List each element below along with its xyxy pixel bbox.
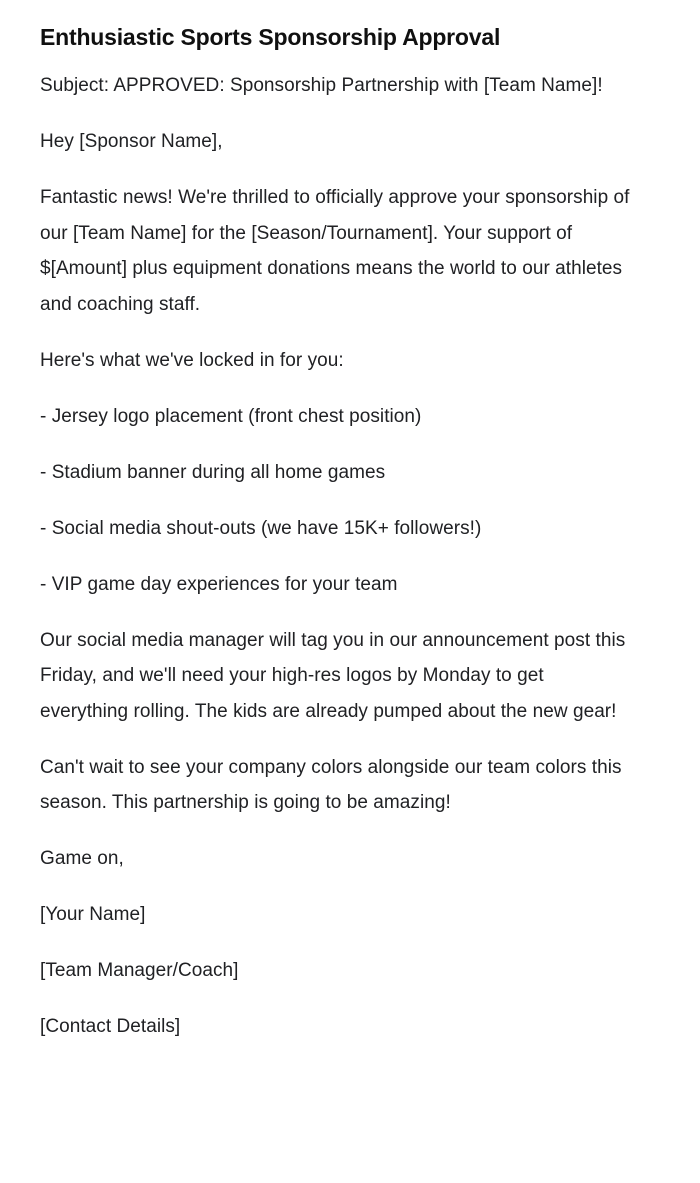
email-paragraph-intro: Fantastic news! We're thrilled to officially approve your sponsorship of our [Team Name] for the [Season/Tournament]. Your support of $[Amount] plus equipment donations means the world to our athletes and coaching staff. [40,187,630,315]
email-sign-off: Game on, [40,848,124,869]
email-body [40,68,660,1045]
signature-role: [Team Manager/Coach] [40,960,239,981]
email-salutation: Hey [Sponsor Name], [40,131,223,152]
benefit-item-social-media: - Social media shout-outs (we have 15K+ followers!) [40,517,482,539]
benefit-item-jersey-logo: - Jersey logo placement (front chest position) [40,405,422,427]
email-subject-line: Subject: APPROVED: Sponsorship Partnership with [Team Name]! [40,75,603,96]
page-title: Enthusiastic Sports Sponsorship Approval [40,24,501,50]
email-benefits-lead-in: Here's what we've locked in for you: [40,349,344,371]
benefit-item-stadium-banner: - Stadium banner during all home games [40,461,386,483]
email-paragraph-closing: Can't wait to see your company colors alongside our team colors this season. This partnership is going to be amazing! [40,756,622,813]
signature-contact: [Contact Details] [40,1016,181,1037]
signature-name: [Your Name] [40,904,146,925]
email-paragraph-next-steps: Our social media manager will tag you in our announcement post this Friday, and we'll need your high-res logos by Monday to get everything rolling. The kids are already pumped about the new gear! [40,629,626,722]
benefit-item-vip-experience: - VIP game day experiences for your team [40,573,398,595]
